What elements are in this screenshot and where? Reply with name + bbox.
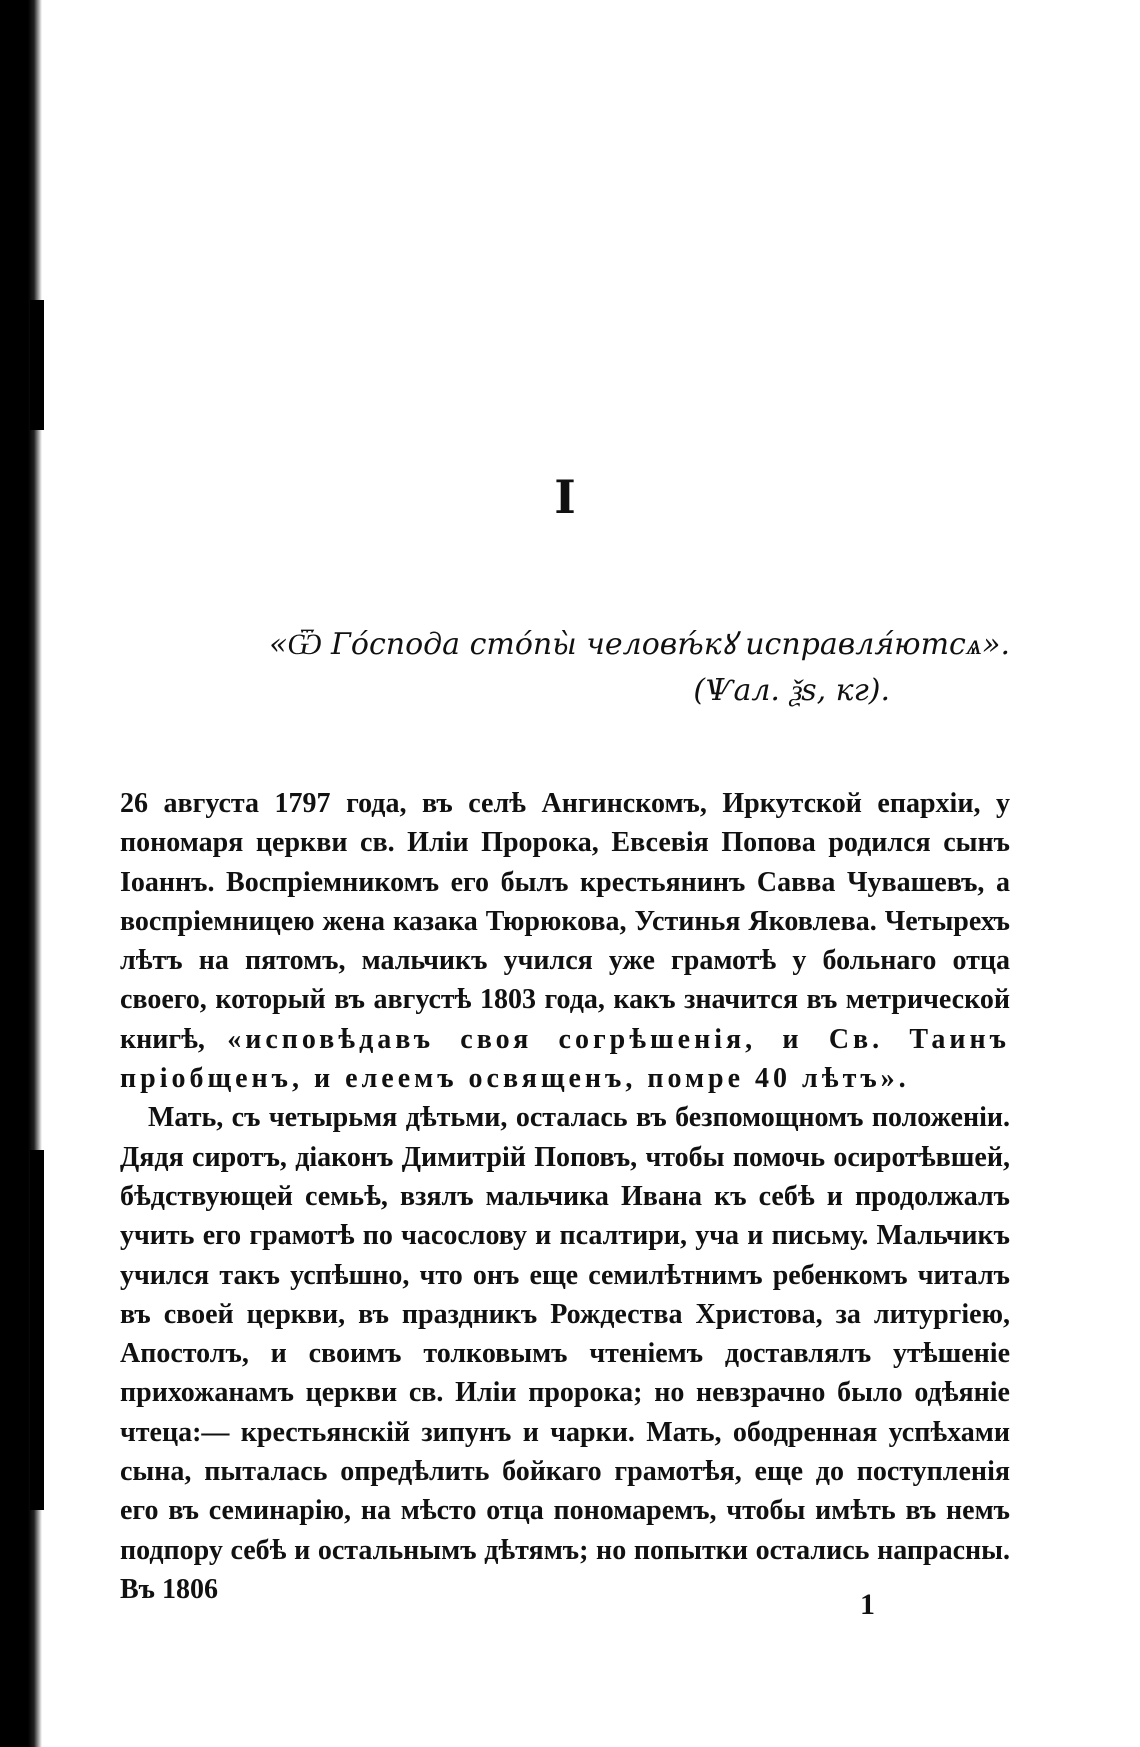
scan-edge-mark	[30, 1150, 44, 1510]
chapter-numeral: I	[554, 470, 576, 524]
epigraph	[250, 622, 1010, 714]
metric-book-quote: «исповѣдавъ своя согрѣшенія, и Св. Таинъ пріобщенъ, и елеемъ освященъ, помре 40 лѣтъ».	[120, 1023, 1010, 1095]
epigraph-reference: (Ѱал. ѯѕ, кг).	[693, 673, 890, 708]
paragraph: Мать, съ четырьмя дѣтьми, осталась въ безпомощномъ положеніи. Дядя сиротъ, діаконъ Димитрій Поповъ, чтобы помочь осиротѣвшей, бѣдствующей семьѣ, взялъ мальчика Ивана къ себѣ и продолжалъ учить его грамотѣ по часослову и псалтири, уча и письму. Мальчикъ учился такъ успѣшно, что онъ еще семилѣтнимъ ребенкомъ читалъ въ своей церкви, въ праздникъ Рождества Христова, за литургіею, Апостолъ, и своимъ толковымъ чтеніемъ доставлялъ утѣшеніе прихожанамъ церкви св. Иліи пророка; но невзрачно было одѣяніе чтеца:— крестьянскій зипунъ и чарки. Мать, ободренная успѣхами сына, пыталась опредѣлить бойкаго грамотѣя, еще до поступленія его въ семинарію, на мѣсто отца пономаремъ, чтобы имѣть въ немъ подпору себѣ и остальнымъ дѣтямъ; но попытки остались напрасны. Въ 1806	[120, 1102, 1010, 1605]
body-text	[120, 784, 1010, 1609]
scan-edge-mark	[30, 300, 44, 430]
epigraph-quote: «Ѿ Го́спода сто́пы̀ человѣ́кꙋ исправля́ютсѧ».	[269, 627, 1010, 662]
book-page	[120, 0, 1010, 1747]
page-number: 1	[860, 1588, 875, 1621]
paragraph-text: 26 августа 1797 года, въ селѣ Ангинскомъ, Иркутской епархіи, у пономаря церкви св. Иліи Пророка, Евсевія Попова родился сынъ Іоаннъ. Воспріемникомъ его былъ крестьянинъ Савва Чувашевъ, а воспріемницею жена казака Тюрюкова, Устинья Яковлева. Четырехъ лѣтъ на пятомъ, мальчикъ учился уже грамотѣ у больнаго отца своего, который въ августѣ 1803 года, какъ значится въ метрической книгѣ,	[120, 788, 1010, 1055]
paragraph	[120, 784, 1010, 1098]
